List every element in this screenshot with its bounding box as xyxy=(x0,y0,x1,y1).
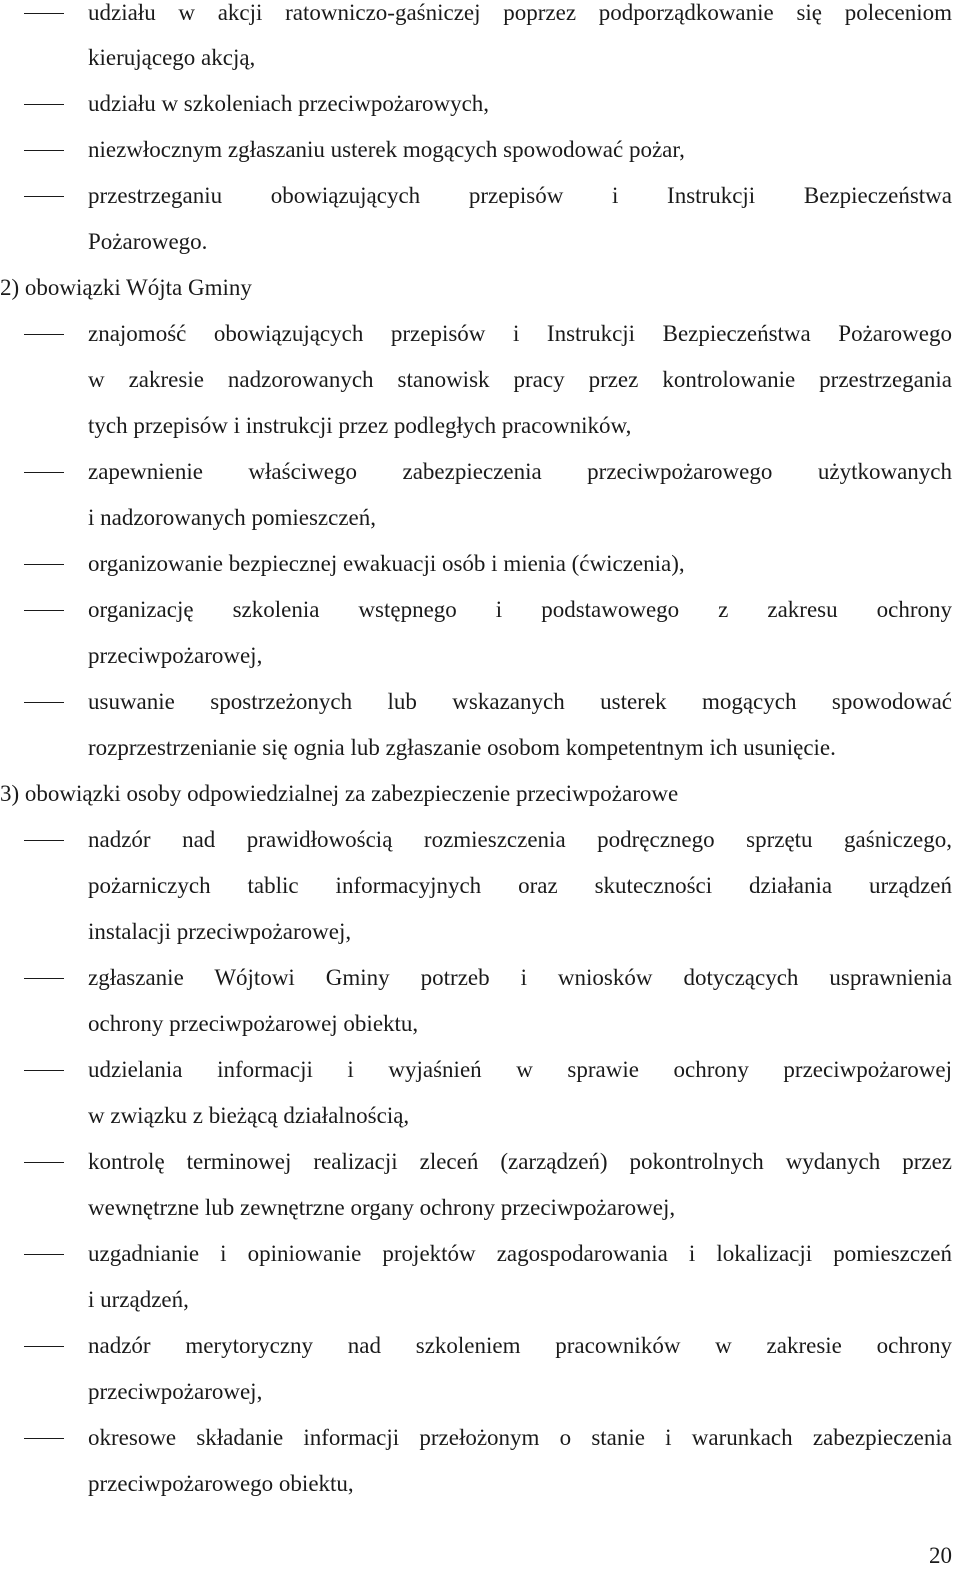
list-dash xyxy=(24,13,64,14)
list-dash xyxy=(24,610,64,611)
list-dash xyxy=(24,472,64,473)
list-item-line: rozprzestrzenianie się ognia lub zgłaszanie osobom kompetentnym ich usunięcie. xyxy=(88,735,836,760)
list-item-line: w związku z bieżącą działalnością, xyxy=(88,1103,410,1128)
list-item-line: i urządzeń, xyxy=(88,1287,189,1312)
section-3-heading: 3) obowiązki osoby odpowiedzialnej za zabezpieczenie przeciwpożarowe xyxy=(0,781,679,806)
list-item-line: zgłaszanie Wójtowi Gminy potrzeb i wniosków dotyczących usprawnienia xyxy=(88,965,952,990)
list-dash xyxy=(24,702,64,703)
section-2-heading: 2) obowiązki Wójta Gminy xyxy=(0,275,252,300)
list-item-line: w zakresie nadzorowanych stanowisk pracy przez kontrolowanie przestrzegania xyxy=(88,367,952,392)
list-item-line: pożarniczych tablic informacyjnych oraz skuteczności działania urządzeń xyxy=(88,873,952,898)
list-dash xyxy=(24,978,64,979)
page-number: 20 xyxy=(929,1543,952,1568)
list-item-line: zapewnienie właściwego zabezpieczenia przeciwpożarowego użytkowanych xyxy=(88,459,952,484)
list-dash xyxy=(24,564,64,565)
list-item-line: nadzór nad prawidłowością rozmieszczenia podręcznego sprzętu gaśniczego, xyxy=(88,827,952,852)
list-dash xyxy=(24,1162,64,1163)
list-item-line: okresowe składanie informacji przełożonym o stanie i warunkach zabezpieczenia xyxy=(88,1425,952,1450)
list-item-line: ochrony przeciwpożarowej obiektu, xyxy=(88,1011,419,1036)
list-item-line: niezwłocznym zgłaszaniu usterek mogących spowodować pożar, xyxy=(88,137,685,162)
list-dash xyxy=(24,1070,64,1071)
list-item-line: wewnętrzne lub zewnętrzne organy ochrony przeciwpożarowej, xyxy=(88,1195,676,1220)
list-dash xyxy=(24,150,64,151)
list-item-line: kierującego akcją, xyxy=(88,45,256,70)
list-dash xyxy=(24,840,64,841)
list-item-line: kontrolę terminowej realizacji zleceń (zarządzeń) pokontrolnych wydanych przez xyxy=(88,1149,952,1174)
list-item-line: udziału w szkoleniach przeciwpożarowych, xyxy=(88,91,490,116)
list-dash xyxy=(24,1254,64,1255)
list-item-line: usuwanie spostrzeżonych lub wskazanych usterek mogących spowodować xyxy=(88,689,952,714)
list-item-line: nadzór merytoryczny nad szkoleniem pracowników w zakresie ochrony xyxy=(88,1333,952,1358)
list-item-line: znajomość obowiązujących przepisów i Instrukcji Bezpieczeństwa Pożarowego xyxy=(88,321,952,346)
list-item-line: i nadzorowanych pomieszczeń, xyxy=(88,505,377,530)
list-item-line: udzielania informacji i wyjaśnień w sprawie ochrony przeciwpożarowej xyxy=(88,1057,952,1082)
list-item-line: przeciwpożarowej, xyxy=(88,643,263,668)
list-item-line: przeciwpożarowej, xyxy=(88,1379,263,1404)
list-dash xyxy=(24,196,64,197)
list-item-line: Pożarowego. xyxy=(88,229,208,254)
list-dash xyxy=(24,104,64,105)
list-item-line: przeciwpożarowego obiektu, xyxy=(88,1471,354,1496)
list-dash xyxy=(24,1438,64,1439)
list-item-line: instalacji przeciwpożarowej, xyxy=(88,919,352,944)
list-item-line: organizację szkolenia wstępnego i podstawowego z zakresu ochrony xyxy=(88,597,952,622)
list-item-line: tych przepisów i instrukcji przez podległych pracowników, xyxy=(88,413,632,438)
list-item-line: przestrzeganiu obowiązujących przepisów i Instrukcji Bezpieczeństwa xyxy=(88,183,952,208)
list-item-line: udziału w akcji ratowniczo-gaśniczej poprzez podporządkowanie się poleceniom xyxy=(88,0,952,25)
list-dash xyxy=(24,334,64,335)
list-item-line: organizowanie bezpiecznej ewakuacji osób i mienia (ćwiczenia), xyxy=(88,551,685,576)
list-dash xyxy=(24,1346,64,1347)
list-item-line: uzgadnianie i opiniowanie projektów zagospodarowania i lokalizacji pomieszczeń xyxy=(88,1241,952,1266)
